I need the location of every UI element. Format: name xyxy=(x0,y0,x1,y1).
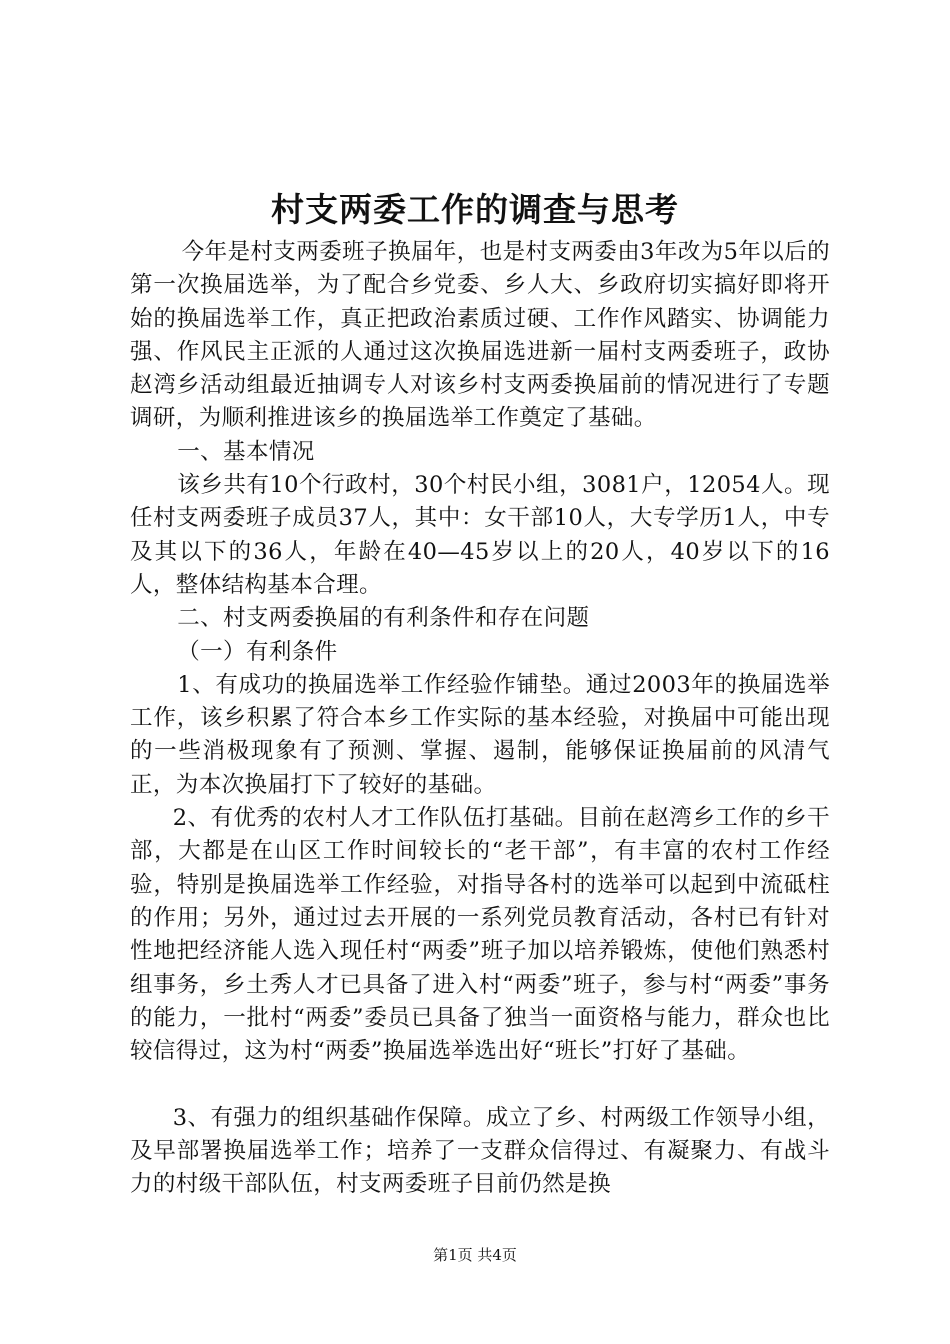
document-body xyxy=(130,236,830,1202)
item2-paragraph: 2、有优秀的农村人才工作队伍打基础。目前在赵湾乡工作的乡干部，大都是在山区工作时间较长的“老干部”，有丰富的农村工作经验，特别是换届选举工作经验，对指导各村的选举可以起到中流砥柱的作用；另外，通过过去开展的一系列党员教育活动，各村已有针对性地把经济能人选入现任村“两委”班子加以培养锻炼，使他们熟悉村组事务，乡土秀人才已具备了进入村“两委”班子，参与村“两委”事务的能力，一批村“两委”委员已具备了独当一面资格与能力，群众也比较信得过，这为村“两委”换届选举选出好“班长”打好了基础。 xyxy=(130,805,830,1065)
item3-paragraph: 3、有强力的组织基础作保障。成立了乡、村两级工作领导小组，及早部署换届选举工作；培养了一支群众信得过、有凝聚力、有战斗力的村级干部队伍，村支两委班子目前仍然是换 xyxy=(130,1104,830,1198)
document-title: 村支两委工作的调查与思考 xyxy=(271,190,679,229)
page-footer: 第1页 共4页 xyxy=(433,1246,517,1264)
section2-heading: 二、村支两委换届的有利条件和存在问题 xyxy=(177,605,590,632)
section1-heading: 一、基本情况 xyxy=(177,438,315,465)
intro-paragraph: 今年是村支两委班子换届年，也是村支两委由3年改为5年以后的第一次换届选举，为了配合乡党委、乡人大、乡政府切实搞好即将开始的换届选举工作，真正把政治素质过硬、工作作风踏实、协调能力强、作风民主正派的人通过这次换届选进新一届村支两委班子，政协赵湾乡活动组最近抽调专人对该乡村支两委换届前的情况进行了专题调研，为顺利推进该乡的换届选举工作奠定了基础。 xyxy=(130,239,830,432)
section1-paragraph: 该乡共有10个行政村，30个村民小组，3081户，12054人。现任村支两委班子成员37人，其中：女干部10人，大专学历1人，中专及其以下的36人，年龄在40—45岁以上的20人，40岁以下的16人，整体结构基本合理。 xyxy=(130,472,830,598)
subsection1-heading: （一）有利条件 xyxy=(177,638,338,665)
blank-line xyxy=(130,1068,830,1101)
item1-paragraph: 1、有成功的换届选举工作经验作铺垫。通过2003年的换届选举工作，该乡积累了符合本乡工作实际的基本经验，对换届中可能出现的一些消极现象有了预测、掌握、遏制，能够保证换届前的风清气正，为本次换届打下了较好的基础。 xyxy=(130,671,830,798)
